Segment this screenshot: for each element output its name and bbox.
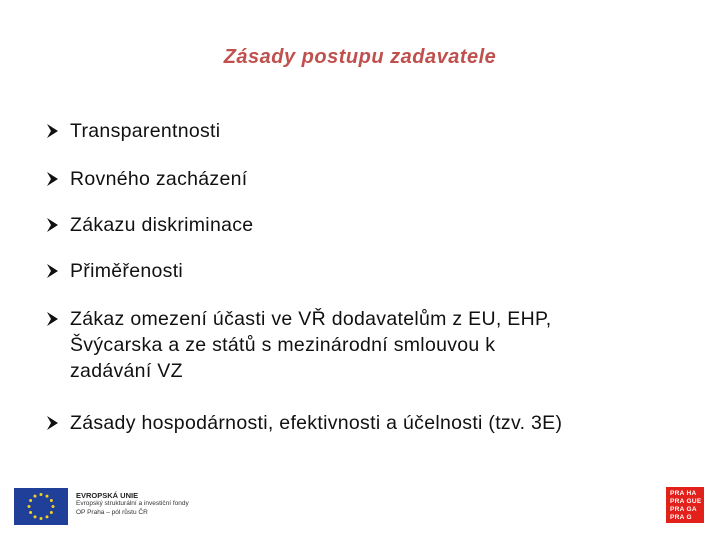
praha-logo-line: PRA GA bbox=[670, 506, 697, 513]
eu-star-icon bbox=[46, 515, 49, 518]
praha-logo-line: PRA GUE bbox=[670, 498, 702, 505]
bullet-text: Transparentnosti bbox=[70, 120, 221, 142]
bullet-item bbox=[44, 410, 562, 436]
arrow-right-bullet-icon bbox=[44, 258, 70, 284]
bullet-item bbox=[44, 212, 253, 238]
eu-star-icon bbox=[29, 511, 32, 514]
eu-star-icon bbox=[29, 499, 32, 502]
eu-logo-line: OP Praha – pól růstu ČR bbox=[76, 508, 148, 516]
bullet-item bbox=[44, 306, 551, 384]
eu-star-icon bbox=[46, 495, 49, 498]
eu-star-icon bbox=[34, 515, 37, 518]
eu-star-icon bbox=[40, 493, 43, 496]
bullet-item bbox=[44, 258, 183, 284]
eu-star-icon bbox=[28, 505, 31, 508]
bullet-text: Zákaz omezení účasti ve VŘ dodavatelům z EU, EHP, Švýcarska a ze států s mezinárodní smlouvou k zadávání VZ bbox=[70, 308, 552, 382]
arrow-right-bullet-icon bbox=[44, 212, 70, 238]
eu-logo-text bbox=[76, 491, 206, 517]
bullet-text: Zásady hospodárnosti, efektivnosti a účelnosti (tzv. 3E) bbox=[70, 412, 563, 434]
eu-flag-icon bbox=[14, 488, 68, 525]
arrow-right-bullet-icon bbox=[44, 166, 70, 192]
eu-star-icon bbox=[40, 517, 43, 520]
bullet-text: Přiměřenosti bbox=[70, 260, 184, 282]
bullet-text: Zákazu diskriminace bbox=[70, 214, 254, 236]
eu-star-icon bbox=[34, 495, 37, 498]
eu-logo bbox=[14, 488, 206, 525]
arrow-right-bullet-icon bbox=[44, 410, 70, 436]
praha-logo-line: PRA HA bbox=[670, 490, 697, 497]
eu-logo-line: Evropský strukturální a investiční fondy bbox=[76, 500, 189, 507]
bullet-item bbox=[44, 118, 220, 144]
praha-logo-line: PRA G bbox=[670, 514, 692, 521]
eu-star-icon bbox=[50, 511, 53, 514]
eu-logo-title: EVROPSKÁ UNIE bbox=[76, 491, 139, 500]
arrow-right-bullet-icon bbox=[44, 118, 70, 144]
eu-star-icon bbox=[52, 505, 55, 508]
bullet-item bbox=[44, 166, 247, 192]
arrow-right-bullet-icon bbox=[44, 306, 70, 332]
praha-logo-icon bbox=[666, 487, 704, 523]
bullet-text: Rovného zacházení bbox=[70, 168, 248, 190]
slide-title: Zásady postupu zadavatele bbox=[223, 46, 497, 68]
eu-star-icon bbox=[50, 499, 53, 502]
